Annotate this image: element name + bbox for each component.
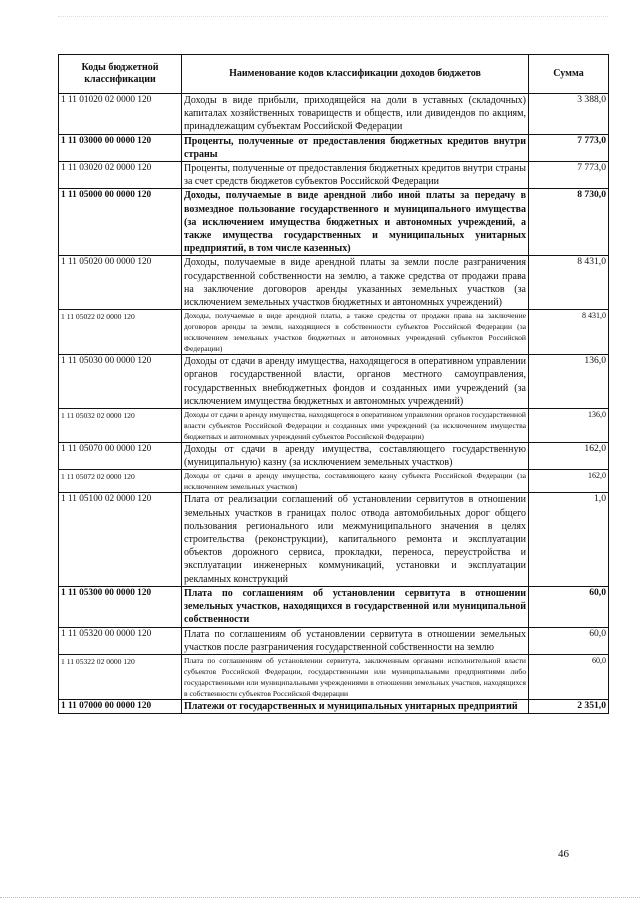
table-row <box>59 654 609 699</box>
row-code: 1 11 05070 00 0000 120 <box>59 443 182 470</box>
row-sum: 7 773,0 <box>529 162 609 189</box>
row-name: Доходы от сдачи в аренду имущества, составляющего казну субъекта Российской Федерации (за исключением земельных участков) <box>182 470 529 493</box>
row-code: 1 11 05000 00 0000 120 <box>59 189 182 256</box>
table-row <box>59 94 609 135</box>
row-name: Проценты, полученные от предоставления бюджетных кредитов внутри страны за счет средств бюджетов субъектов Российской Федерации <box>182 162 529 189</box>
row-sum: 162,0 <box>529 443 609 470</box>
row-sum: 136,0 <box>529 409 609 443</box>
header-sum: Сумма <box>529 55 609 94</box>
table-row <box>59 627 609 654</box>
table-row <box>59 256 609 310</box>
row-name: Доходы, получаемые в виде арендной платы за земли после разграничения государственной собственности на землю, а также средства от продажи права на заключение договоров аренды указанных земельных участков (за исключением земельных участков бюджетных и автономных учреждений) <box>182 256 529 310</box>
row-sum: 60,0 <box>529 627 609 654</box>
row-name: Плата по соглашениям об установлении сервитута в отношении земельных участков после разграничения государственной собственности на землю <box>182 627 529 654</box>
row-code: 1 11 03020 02 0000 120 <box>59 162 182 189</box>
row-code: 1 11 05030 00 0000 120 <box>59 355 182 409</box>
row-name: Доходы от сдачи в аренду имущества, находящегося в оперативном управлении органов государственной власти субъектов Российской Федерации и созданных ими учреждений (за исключением имущества бюджетных и автономных учреждений субъектов Российской Федерации) <box>182 409 529 443</box>
table-row <box>59 355 609 409</box>
scan-edge-top <box>58 16 608 17</box>
page-number: 46 <box>558 848 569 860</box>
table-row <box>59 189 609 256</box>
row-code: 1 11 03000 00 0000 120 <box>59 134 182 161</box>
row-code: 1 11 05322 02 0000 120 <box>59 654 182 699</box>
table-header-row <box>59 55 609 94</box>
table-row <box>59 443 609 470</box>
row-code: 1 11 05020 00 0000 120 <box>59 256 182 310</box>
row-sum: 1,0 <box>529 493 609 586</box>
row-code: 1 11 05032 02 0000 120 <box>59 409 182 443</box>
row-sum: 3 388,0 <box>529 94 609 135</box>
row-sum: 162,0 <box>529 470 609 493</box>
row-sum: 8 431,0 <box>529 256 609 310</box>
table-body <box>59 94 609 714</box>
budget-revenue-table <box>58 54 609 714</box>
row-code: 1 11 05072 02 0000 120 <box>59 470 182 493</box>
row-sum: 60,0 <box>529 586 609 627</box>
table-row <box>59 310 609 355</box>
row-name: Плата от реализации соглашений об установлении сервитутов в отношении земельных участков в границах полос отвода автомобильных дорог общего пользования регионального или межмуниципального значения в целях строительства (реконструкции), капитального ремонта и эксплуатации объектов дорожного сервиса, прокладки, переноса, переустройства и эксплуатации инженерных коммуникаций, установки и эксплуатации рекламных конструкций <box>182 493 529 586</box>
table-row <box>59 134 609 161</box>
row-code: 1 11 01020 02 0000 120 <box>59 94 182 135</box>
row-code: 1 11 05300 00 0000 120 <box>59 586 182 627</box>
row-code: 1 11 05022 02 0000 120 <box>59 310 182 355</box>
table-row <box>59 699 609 714</box>
row-name: Доходы в виде прибыли, приходящейся на доли в уставных (складочных) капиталах хозяйственных товариществ и обществ, или дивидендов по акциям, принадлежащим субъектам Российской Федерации <box>182 94 529 135</box>
row-name: Проценты, полученные от предоставления бюджетных кредитов внутри страны <box>182 134 529 161</box>
row-code: 1 11 05320 00 0000 120 <box>59 627 182 654</box>
row-sum: 60,0 <box>529 654 609 699</box>
row-name: Платежи от государственных и муниципальных унитарных предприятий <box>182 699 529 714</box>
table-row <box>59 162 609 189</box>
header-name: Наименование кодов классификации доходов бюджетов <box>182 55 529 94</box>
table-row <box>59 470 609 493</box>
row-sum: 2 351,0 <box>529 699 609 714</box>
row-name: Доходы, получаемые в виде арендной платы, а также средства от продажи права на заключение договоров аренды за земли, находящиеся в собственности субъектов Российской Федерации (за исключением земельных участков бюджетных и автономных учреждений субъектов Российской Федерации) <box>182 310 529 355</box>
table-row <box>59 493 609 586</box>
row-name: Доходы от сдачи в аренду имущества, находящегося в оперативном управлении органов государственной власти, органов местного самоуправления, государственных внебюджетных фондов и созданных ими учреждений (за исключением имущества бюджетных и автономных учреждений) <box>182 355 529 409</box>
row-name: Плата по соглашениям об установлении сервитута в отношении земельных участков, находящихся в государственной или муниципальной собственности <box>182 586 529 627</box>
scan-edge-bottom <box>0 897 640 898</box>
row-code: 1 11 07000 00 0000 120 <box>59 699 182 714</box>
table-row <box>59 409 609 443</box>
row-sum: 8 730,0 <box>529 189 609 256</box>
row-name: Плата по соглашениям об установлении сервитута, заключенным органами исполнительной власти субъектов Российской Федерации, государственными или муниципальными предприятиями либо государственными или муниципальными учреждениями в отношении земельных участков, находящихся в собственности субъектов Российской Федерации <box>182 654 529 699</box>
header-code: Коды бюджетной классификации <box>59 55 182 94</box>
row-sum: 7 773,0 <box>529 134 609 161</box>
row-name: Доходы, получаемые в виде арендной либо иной платы за передачу в возмездное пользование государственного и муниципального имущества (за исключением имущества бюджетных и автономных учреждений, а также имущества государственных и муниципальных унитарных предприятий, в том числе казенных) <box>182 189 529 256</box>
row-sum: 8 431,0 <box>529 310 609 355</box>
row-code: 1 11 05100 02 0000 120 <box>59 493 182 586</box>
row-name: Доходы от сдачи в аренду имущества, составляющего государственную (муниципальную) казну (за исключением земельных участков) <box>182 443 529 470</box>
row-sum: 136,0 <box>529 355 609 409</box>
table-row <box>59 586 609 627</box>
